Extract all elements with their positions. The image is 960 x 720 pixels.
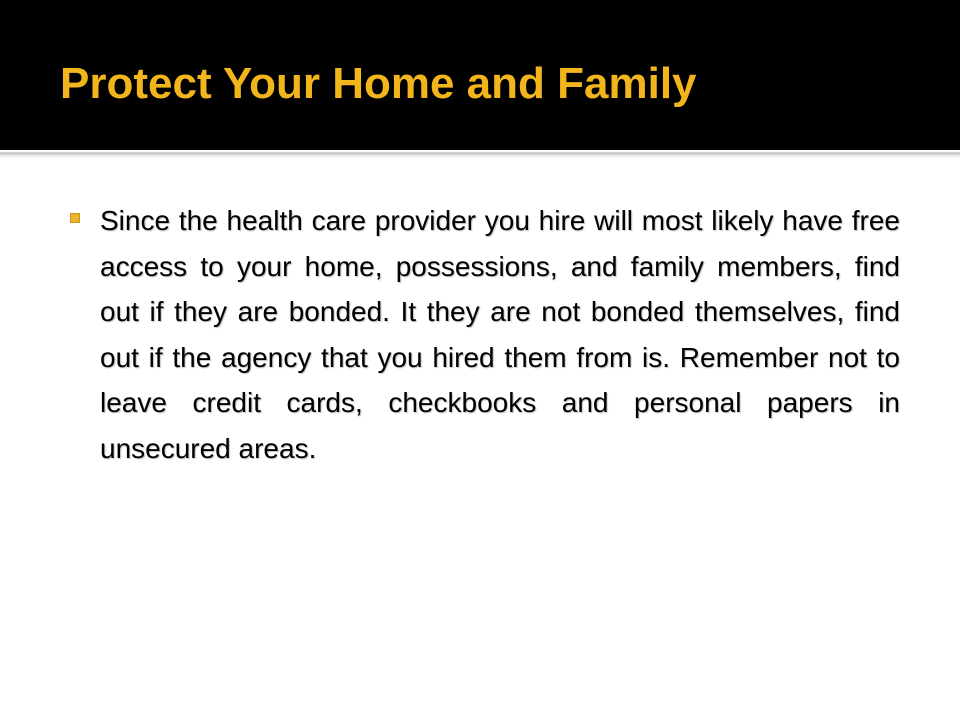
title-bar [0,0,960,150]
bullet-item [66,198,900,471]
title-divider-shadow [0,155,960,157]
slide-title: Protect Your Home and Family [60,59,697,108]
square-bullet-icon [70,213,80,223]
content-bullet-list [66,198,900,471]
bullet-text: Since the health care provider you hire will most likely have free access to your home, possessions, and family members, find out if they are bonded. It they are not bonded themselves, find out if the agency that you hired them from is. Remember not to leave credit cards, checkbooks and personal papers in unsecured areas. [100,205,900,464]
